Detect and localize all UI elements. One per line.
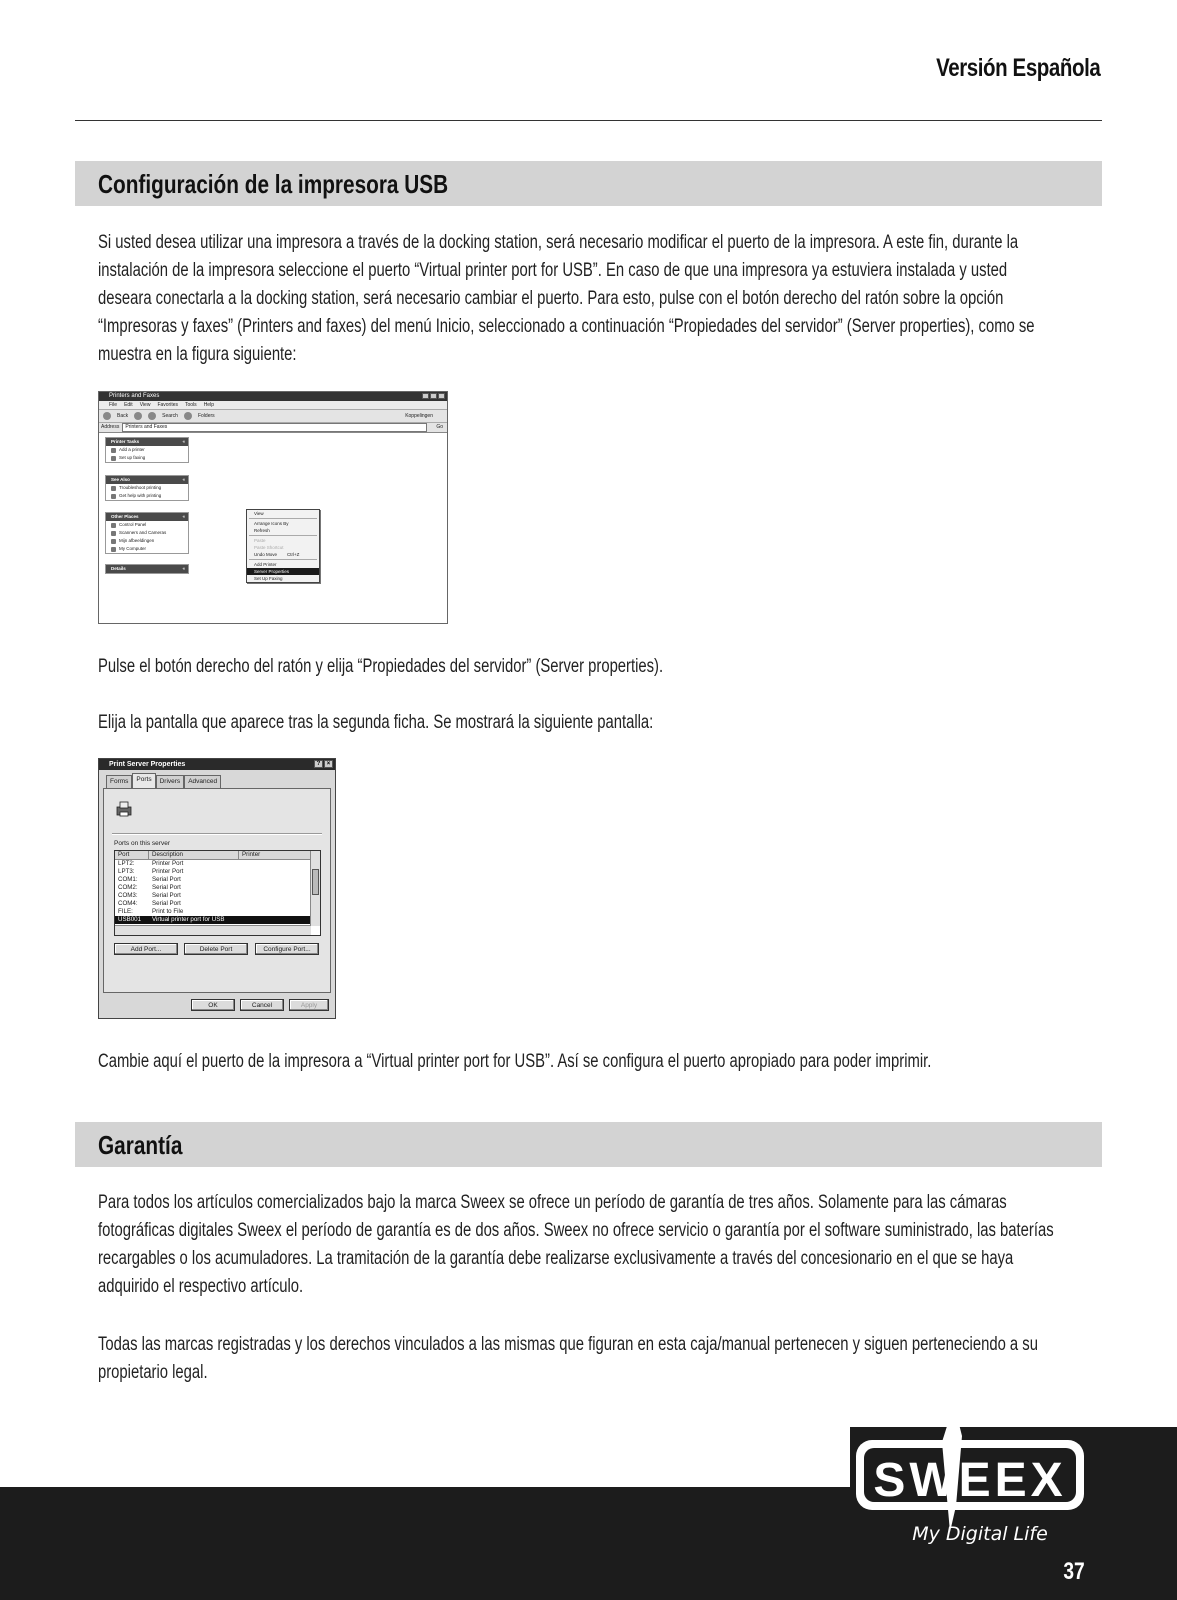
table-row	[115, 876, 320, 884]
scroll-thumb	[312, 869, 319, 895]
section-bar-usb-printer	[75, 161, 1102, 206]
language-header: Versión Española	[935, 54, 1100, 82]
panel-item-label: Add a printer	[119, 447, 145, 452]
port-cell: COM2:	[118, 884, 138, 891]
warranty-line: recargables o los acumuladores. La tramitación de la garantía debe realizarse exclusivamente a través del concesionario en el que se haya	[98, 1248, 1014, 1269]
ctx-item-server-properties: Server Properties	[247, 568, 319, 575]
help-icon: ?	[314, 760, 323, 768]
panel-details	[105, 564, 189, 574]
computer-icon	[111, 547, 116, 552]
port-cell: LPT2:	[118, 860, 135, 867]
minimize-icon	[422, 393, 429, 399]
window-titlebar	[99, 392, 447, 401]
panel-item	[106, 484, 188, 492]
printers-and-faxes-screenshot	[98, 391, 448, 624]
tab-advanced: Advanced	[184, 775, 221, 788]
menu-tools: Tools	[185, 402, 197, 408]
logo-tagline: My Digital Life	[912, 1523, 1048, 1545]
panel-item	[106, 545, 188, 553]
toolbar-back: Back	[117, 413, 129, 419]
port-cell: FILE:	[118, 908, 133, 915]
camera-icon	[111, 531, 116, 536]
ctx-undo-shortcut: Ctrl+Z	[287, 552, 300, 557]
close-icon: ×	[324, 760, 333, 768]
ctx-item-arrange: Arrange Icons By	[254, 521, 289, 526]
address-field: Printers and Faxes	[122, 423, 427, 432]
panel-item	[106, 492, 188, 500]
configure-port-button: Configure Port...	[255, 943, 319, 955]
toolbar-search: Search	[162, 413, 178, 419]
ctx-separator	[249, 535, 317, 536]
table-row	[115, 908, 320, 916]
panel-item-label: Set up faxing	[119, 455, 146, 460]
warranty-line: Para todos los artículos comercializados bajo la marca Sweex se ofrece un período de garantía de tres años. Solamente para las cámaras	[98, 1192, 1007, 1213]
description-cell: Print to File	[152, 908, 184, 915]
panel-item-label: Mijn afbeeldingen	[119, 538, 155, 543]
apply-button: Apply	[289, 999, 329, 1011]
table-row	[115, 892, 320, 900]
add-printer-icon	[111, 448, 116, 453]
menu-help: Help	[203, 402, 214, 408]
panel-item-label: Control Panel	[119, 522, 147, 527]
panel-other-places	[105, 512, 189, 554]
column-header-printer: Printer	[239, 851, 311, 859]
address-label: Address	[101, 424, 120, 430]
back-icon	[103, 412, 111, 420]
intro-line: instalación de la impresora seleccione el puerto “Virtual printer port for USB”. En caso de que una impresora ya estuviera instalada y usted	[98, 260, 1008, 281]
toolbar-folders: Folders	[197, 413, 215, 419]
trademark-line: propietario legal.	[98, 1362, 208, 1383]
ok-button: OK	[191, 999, 235, 1011]
ctx-separator	[249, 518, 317, 519]
warranty-line: adquirido el respectivo artículo.	[98, 1276, 304, 1297]
port-cell: LPT3:	[118, 868, 135, 875]
ctx-item-undo	[247, 551, 319, 558]
window-title: Printers and Faxes	[109, 393, 160, 399]
help-icon	[111, 494, 116, 499]
warranty-line: fotográficas digitales Sweex el período de garantía es de dos años. Sweex no ofrece servicio o garantía por el software suministrado, las baterías	[98, 1220, 1054, 1241]
intro-paragraph	[98, 229, 1035, 369]
panel-title: See Also «	[106, 476, 188, 484]
ports-list	[114, 850, 321, 936]
menu-file: File	[109, 402, 118, 408]
close-icon	[438, 393, 445, 399]
menu-view: View	[139, 402, 151, 408]
panel-item	[106, 521, 188, 529]
panel-title: Other Places «	[106, 513, 188, 521]
intro-line: deseara conectarla a la docking station, será necesario cambiar el puerto. Para esto, pulse con el botón derecho del ratón sobre la opción	[98, 288, 1004, 309]
cancel-button: Cancel	[240, 999, 284, 1011]
ctx-item-paste-shortcut: Paste Shortcut	[254, 545, 284, 550]
ports-list-header	[115, 851, 320, 860]
fax-icon	[111, 456, 116, 461]
tab-ports: Ports	[132, 773, 155, 788]
add-port-button: Add Port...	[114, 943, 178, 955]
ports-label: Ports on this server	[114, 840, 170, 847]
panel-printer-tasks	[105, 437, 189, 463]
go-label: Go	[436, 424, 443, 430]
panel-item	[106, 446, 188, 454]
caption-2: Elija la pantalla que aparece tras la segunda ficha. Se mostrará la siguiente pantalla:	[98, 712, 654, 733]
panel-see-also	[105, 475, 189, 501]
page-number: 37	[1063, 1558, 1085, 1585]
table-row	[115, 860, 320, 868]
description-cell: Serial Port	[152, 900, 181, 907]
trademark-line: Todas las marcas registradas y los derechos vinculados a las mismas que figuran en esta caja/manual pertenecen y siguen perteneciendo a su	[98, 1334, 1038, 1355]
section-bar-warranty	[75, 1122, 1102, 1167]
table-row	[115, 884, 320, 892]
vertical-scrollbar	[310, 851, 320, 926]
toolbar-links: Koppelingen	[405, 413, 433, 419]
ctx-item-view: View	[254, 511, 264, 516]
panel-item	[106, 454, 188, 462]
window-buttons	[422, 393, 445, 399]
maximize-icon	[430, 393, 437, 399]
dialog-title-buttons	[314, 760, 333, 768]
description-cell: Printer Port	[152, 860, 184, 867]
intro-line: Si usted desea utilizar una impresora a través de la docking station, será necesario modificar el puerto de la impresora. A este fin, durante la	[98, 232, 1019, 253]
tab-drivers: Drivers	[156, 775, 185, 788]
address-bar	[99, 423, 447, 433]
sweex-logo	[850, 1400, 1110, 1550]
menu-bar	[99, 401, 447, 409]
column-header-port: Port	[115, 851, 149, 859]
warranty-paragraph	[98, 1189, 1054, 1301]
port-cell: COM3:	[118, 892, 138, 899]
menu-favorites: Favorites	[157, 402, 178, 408]
panel-item-label: Get help with printing	[119, 493, 162, 498]
folders-icon	[184, 412, 192, 420]
panel-item	[106, 529, 188, 537]
table-row-selected	[115, 916, 311, 924]
panel-item-label: My Computer	[119, 546, 147, 551]
section-title-warranty: Garantía	[98, 1130, 183, 1160]
column-header-description: Description	[149, 851, 239, 859]
panel-item	[106, 537, 188, 545]
table-row	[115, 868, 320, 876]
control-panel-icon	[111, 523, 116, 528]
print-server-properties-screenshot	[98, 758, 336, 1019]
panel-title: Printer Tasks «	[106, 438, 188, 446]
menu-edit: Edit	[124, 402, 133, 408]
ctx-item-add-printer: Add Printer	[254, 562, 277, 567]
header-rule	[75, 120, 1102, 121]
ctx-separator	[249, 559, 317, 560]
port-cell: USB001	[118, 916, 142, 923]
caption-3: Cambie aquí el puerto de la impresora a “Virtual printer port for USB”. Así se configura el puerto apropiado para poder imprimir.	[98, 1051, 932, 1072]
description-cell: Serial Port	[152, 884, 181, 891]
section-title-usb-printer: Configuración de la impresora USB	[98, 169, 449, 199]
toolbar	[99, 409, 447, 423]
forward-icon	[134, 412, 142, 420]
description-cell: Serial Port	[152, 876, 181, 883]
pictures-icon	[111, 539, 116, 544]
dialog-titlebar	[99, 759, 335, 770]
delete-port-button: Delete Port	[184, 943, 248, 955]
description-cell: Serial Port	[152, 892, 181, 899]
ctx-item-paste: Paste	[254, 538, 266, 543]
panel-item-label: Troubleshoot printing	[119, 485, 162, 490]
context-menu	[246, 509, 320, 583]
logo-brand-text: SWEEX	[873, 1454, 1067, 1507]
panel-title: Details «	[106, 565, 188, 573]
description-cell: Virtual printer port for USB	[152, 916, 225, 923]
intro-line: muestra en la figura siguiente:	[98, 344, 297, 365]
table-row	[115, 900, 320, 908]
panel-item-label: Scanners and Cameras	[119, 530, 167, 535]
description-cell: Printer Port	[152, 868, 184, 875]
dialog-title: Print Server Properties	[109, 761, 186, 768]
trademark-paragraph	[98, 1331, 1038, 1387]
search-icon	[148, 412, 156, 420]
horizontal-scrollbar	[115, 925, 311, 935]
tab-forms: Forms	[106, 775, 132, 788]
port-cell: COM4:	[118, 900, 138, 907]
separator	[112, 833, 322, 835]
caption-1: Pulse el botón derecho del ratón y elija “Propiedades del servidor” (Server properties).	[98, 656, 664, 677]
printer-icon	[115, 800, 133, 818]
intro-line: “Impresoras y faxes” (Printers and faxes) del menú Inicio, seleccionado a continuación “Propiedades del servidor” (Server properties), como se	[98, 316, 1035, 337]
troubleshoot-icon	[111, 486, 116, 491]
ports-tab-sheet	[103, 788, 331, 993]
ctx-item-refresh: Refresh	[254, 528, 270, 533]
ctx-undo-label: Undo Move	[254, 552, 278, 557]
port-cell: COM1:	[118, 876, 138, 883]
ctx-item-set-up-faxing: Set Up Faxing	[254, 576, 283, 581]
